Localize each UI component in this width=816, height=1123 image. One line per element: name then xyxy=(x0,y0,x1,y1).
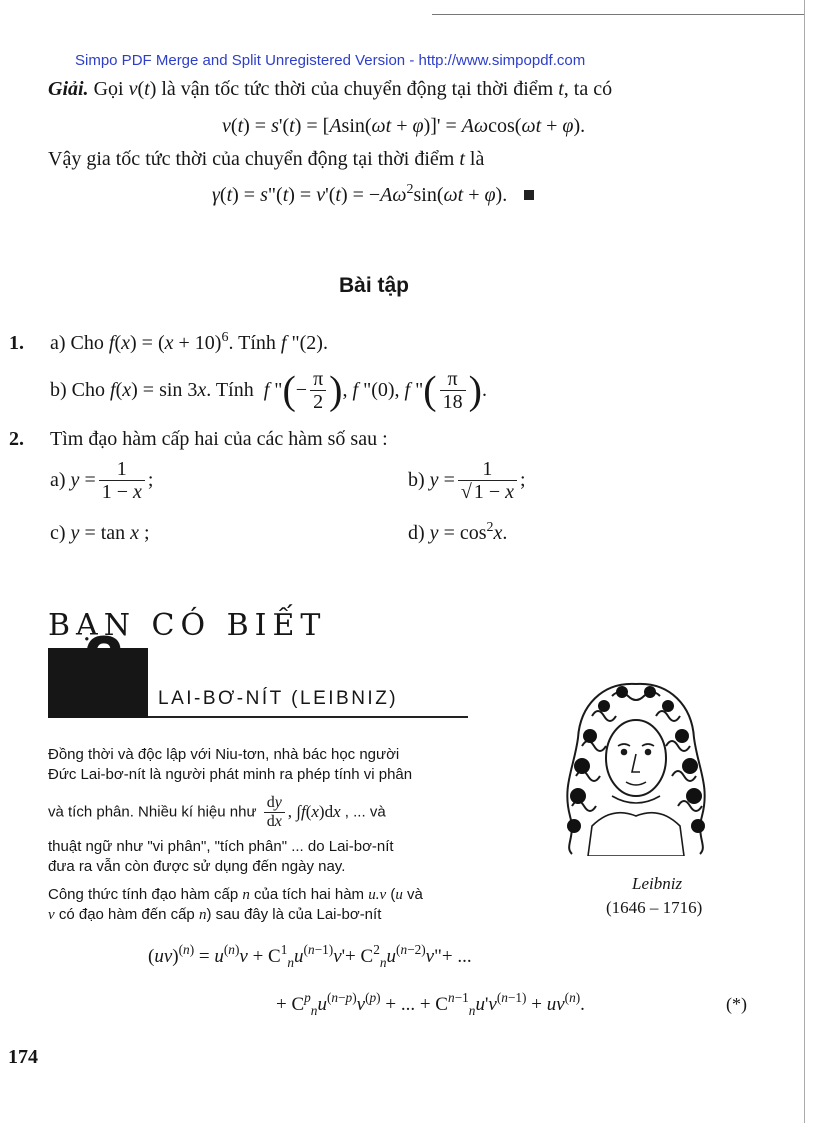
watermark: Simpo PDF Merge and Split Unregistered Version - http://www.simpopdf.com xyxy=(75,52,586,69)
page-right-rule xyxy=(804,0,805,1123)
solution-label: Giải. xyxy=(48,78,89,100)
page-number: 174 xyxy=(8,1046,38,1068)
leibniz-para-1-line-5: đưa ra vẫn còn được sử dụng đến ngày nay. xyxy=(48,858,346,875)
leibniz-portrait xyxy=(552,676,720,856)
exercise-2-number: 2. xyxy=(9,428,24,450)
solution-formula-1: v(t) = s'(t) = [Asin(ωt + φ)]' = Aωcos(ωt + φ). xyxy=(222,115,586,137)
portrait-caption-years: (1646 – 1716) xyxy=(606,898,703,917)
end-of-proof-icon xyxy=(524,190,534,200)
exercise-1a: a) Cho $f(x) = (x + 10)^6$. Tính f "(2). xyxy=(50,330,328,354)
leibniz-para-1-line-3: và tích phân. Nhiều kí hiệu như $\frac{dy}{dx}$ , ∫f(x)dx , ... và xyxy=(48,794,386,830)
leibniz-para-2-line-2: v có đạo hàm đến cấp n) sau đây là của Lai-bơ-nít xyxy=(48,906,382,923)
portrait-caption-name: Leibniz xyxy=(632,874,683,893)
exercise-2b: b) y = $\frac{1}{√ 1 - x}$ ; xyxy=(408,458,526,503)
did-you-know-subtitle: LAI-BƠ-NÍT (LEIBNIZ) xyxy=(158,688,399,709)
solution-line-2: Vậy gia tốc tức thời của chuyển động tại thời điểm t là xyxy=(48,148,485,170)
exercise-2d: d) $y = \cos^2x$. xyxy=(408,520,508,544)
solution-formula-2: γ(t) = s"(t) = $v'(t) = -A\omega^2\sin(\omega t + \varphi)$. xyxy=(212,184,534,207)
leibniz-formula-line-2: + $C^p_nu^{(n-p)}v^{(p)}$ + ... + $C^{n-1}_nu'v^{(n-1)} + uv^{(n)}$. xyxy=(276,990,585,1018)
exercises-heading: Bài tập xyxy=(339,274,410,297)
leibniz-para-2-line-1: Công thức tính đạo hàm cấp n của tích hai hàm u.v (u và xyxy=(48,886,423,903)
badge-rule xyxy=(148,716,468,718)
leibniz-formula-line-1: $(uv)^{(n)} = u^{(n)}v + C^1_nu^{(n-1)}v'+$ $C^2_nu^{(n-2)}v"+$ ... xyxy=(148,942,472,970)
exercise-1b: b) Cho f(x) = sin 3x. Tính f "(− $\frac{\pi}{2}$ ), f "(0), f "( $\frac{\pi}{18}$ ). xyxy=(50,367,487,413)
page-top-rule xyxy=(432,14,804,15)
exercise-2-title: Tìm đạo hàm cấp hai của các hàm số sau : xyxy=(50,428,388,450)
exercise-2c: c) y = tan x ; xyxy=(50,522,150,544)
exercise-1-number: 1. xyxy=(9,332,24,354)
leibniz-para-1-line-2: Đức Lai-bơ-nít là người phát minh ra phép tính vi phân xyxy=(48,766,413,783)
solution-intro: Giải. Gọi v(t) là vận tốc tức thời của chuyển động tại thời điểm t, ta có xyxy=(48,78,613,100)
badge-number: 2 xyxy=(84,622,125,702)
did-you-know-title: BẠN CÓ BIẾT xyxy=(48,608,327,643)
formula-tag: (*) xyxy=(726,994,747,1014)
exercise-2a: a) y = $\frac{1}{1 - x}$ ; xyxy=(50,458,154,503)
leibniz-para-1-line-1: Đồng thời và độc lập với Niu-tơn, nhà bác học người xyxy=(48,746,400,763)
leibniz-para-1-line-4: thuật ngữ như "vi phân", "tích phân" ... do Lai-bơ-nít xyxy=(48,838,394,855)
